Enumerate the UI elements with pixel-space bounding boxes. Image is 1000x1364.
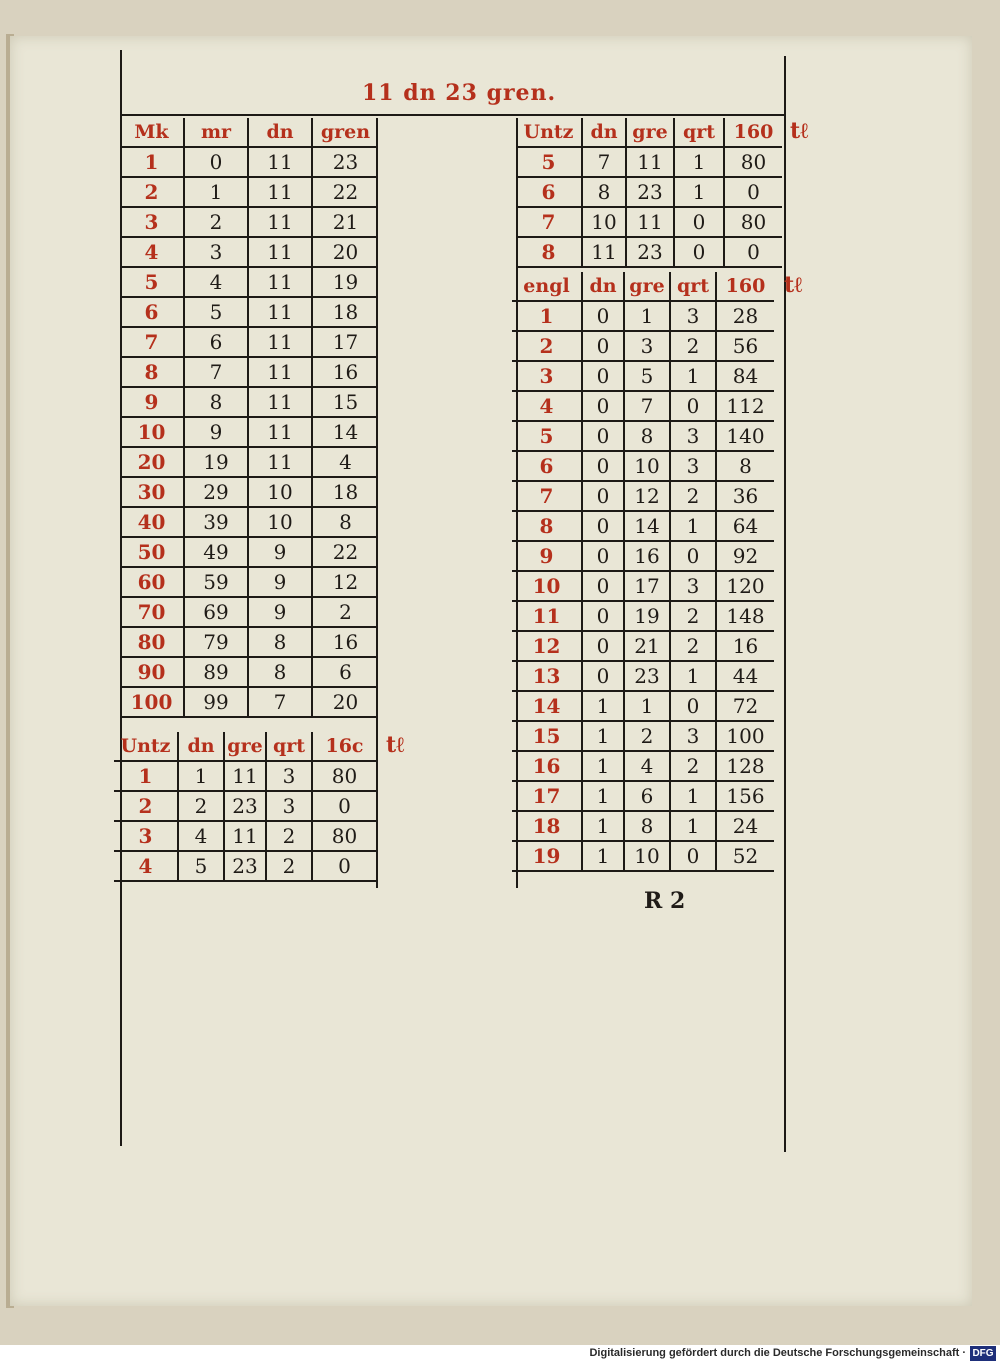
row-label-cell: 16 bbox=[512, 751, 582, 781]
value-cell: 11 bbox=[248, 267, 312, 297]
value-cell: 11 bbox=[248, 177, 312, 207]
row-label-cell: 4 bbox=[114, 851, 178, 881]
column-header: gre bbox=[224, 732, 266, 761]
table-row bbox=[120, 357, 378, 387]
value-cell: 11 bbox=[248, 207, 312, 237]
value-cell: 2 bbox=[312, 597, 378, 627]
right-frame-rule bbox=[784, 56, 786, 1152]
table-header-row bbox=[516, 118, 782, 147]
value-cell: 69 bbox=[184, 597, 248, 627]
value-cell: 0 bbox=[670, 541, 716, 571]
value-cell: 14 bbox=[312, 417, 378, 447]
table-row bbox=[516, 237, 782, 267]
value-cell: 1 bbox=[582, 691, 624, 721]
value-cell: 1 bbox=[582, 841, 624, 871]
value-cell: 128 bbox=[716, 751, 774, 781]
value-cell: 3 bbox=[184, 237, 248, 267]
value-cell: 3 bbox=[266, 791, 312, 821]
value-cell: 1 bbox=[670, 511, 716, 541]
value-cell: 7 bbox=[582, 147, 626, 177]
value-cell: 11 bbox=[626, 147, 674, 177]
value-cell: 49 bbox=[184, 537, 248, 567]
table-row bbox=[512, 421, 774, 451]
value-cell: 0 bbox=[582, 571, 624, 601]
value-cell: 11 bbox=[582, 237, 626, 267]
value-cell: 11 bbox=[224, 821, 266, 851]
table-row bbox=[120, 657, 378, 687]
value-cell: 19 bbox=[312, 267, 378, 297]
value-cell: 1 bbox=[582, 781, 624, 811]
value-cell: 0 bbox=[670, 691, 716, 721]
value-cell: 0 bbox=[184, 147, 248, 177]
value-cell: 79 bbox=[184, 627, 248, 657]
row-label-cell: 8 bbox=[512, 511, 582, 541]
value-cell: 4 bbox=[184, 267, 248, 297]
row-label-cell: 10 bbox=[120, 417, 184, 447]
value-cell: 23 bbox=[626, 177, 674, 207]
table-row bbox=[512, 301, 774, 331]
value-cell: 0 bbox=[674, 207, 724, 237]
value-cell: 80 bbox=[312, 821, 376, 851]
column-header: dn bbox=[582, 118, 626, 147]
value-cell: 14 bbox=[624, 511, 670, 541]
value-cell: 8 bbox=[248, 627, 312, 657]
row-label-cell: 80 bbox=[120, 627, 184, 657]
value-cell: 6 bbox=[624, 781, 670, 811]
row-label-cell: 40 bbox=[120, 507, 184, 537]
value-cell: 6 bbox=[184, 327, 248, 357]
value-cell: 0 bbox=[582, 391, 624, 421]
column-header: dn bbox=[582, 272, 624, 301]
value-cell: 2 bbox=[670, 481, 716, 511]
table-row bbox=[120, 237, 378, 267]
row-label-cell: 7 bbox=[120, 327, 184, 357]
table-row bbox=[512, 811, 774, 841]
value-cell: 11 bbox=[224, 761, 266, 791]
row-label-cell: 6 bbox=[516, 177, 582, 207]
table-row bbox=[512, 721, 774, 751]
value-cell: 12 bbox=[312, 567, 378, 597]
value-cell: 2 bbox=[670, 601, 716, 631]
value-cell: 0 bbox=[582, 301, 624, 331]
value-cell: 52 bbox=[716, 841, 774, 871]
table-row bbox=[114, 761, 376, 791]
value-cell: 5 bbox=[184, 297, 248, 327]
value-cell: 11 bbox=[248, 147, 312, 177]
table-row bbox=[114, 821, 376, 851]
value-cell: 2 bbox=[670, 751, 716, 781]
value-cell: 80 bbox=[312, 761, 376, 791]
value-cell: 1 bbox=[184, 177, 248, 207]
value-cell: 23 bbox=[312, 147, 378, 177]
value-cell: 9 bbox=[248, 567, 312, 597]
value-cell: 99 bbox=[184, 687, 248, 717]
table-row bbox=[512, 391, 774, 421]
value-cell: 140 bbox=[716, 421, 774, 451]
row-label-cell: 60 bbox=[120, 567, 184, 597]
table-row bbox=[512, 511, 774, 541]
value-cell: 0 bbox=[582, 481, 624, 511]
row-label-cell: 10 bbox=[512, 571, 582, 601]
value-cell: 20 bbox=[312, 687, 378, 717]
row-label-cell: 1 bbox=[114, 761, 178, 791]
row-label-cell: 90 bbox=[120, 657, 184, 687]
value-cell: 4 bbox=[312, 447, 378, 477]
table-row bbox=[114, 851, 376, 881]
value-cell: 8 bbox=[624, 421, 670, 451]
table-row bbox=[512, 331, 774, 361]
table-row bbox=[120, 267, 378, 297]
value-cell: 1 bbox=[670, 811, 716, 841]
value-cell: 9 bbox=[248, 597, 312, 627]
value-cell: 56 bbox=[716, 331, 774, 361]
value-cell: 84 bbox=[716, 361, 774, 391]
signature-mark: R 2 bbox=[644, 888, 686, 914]
table-row bbox=[512, 571, 774, 601]
value-cell: 29 bbox=[184, 477, 248, 507]
row-label-cell: 2 bbox=[120, 177, 184, 207]
table-row bbox=[512, 841, 774, 871]
value-cell: 23 bbox=[224, 851, 266, 881]
row-label-cell: 12 bbox=[512, 631, 582, 661]
row-label-cell: 100 bbox=[120, 687, 184, 717]
value-cell: 64 bbox=[716, 511, 774, 541]
value-cell: 23 bbox=[626, 237, 674, 267]
value-cell: 2 bbox=[670, 631, 716, 661]
row-label-cell: 5 bbox=[516, 147, 582, 177]
table-row bbox=[512, 481, 774, 511]
value-cell: 11 bbox=[248, 447, 312, 477]
side-mark-engl: tℓ bbox=[784, 272, 803, 298]
running-head: 11 dn 23 gren. bbox=[362, 80, 557, 106]
value-cell: 19 bbox=[624, 601, 670, 631]
value-cell: 3 bbox=[670, 721, 716, 751]
value-cell: 0 bbox=[312, 851, 376, 881]
value-cell: 100 bbox=[716, 721, 774, 751]
table-row bbox=[120, 507, 378, 537]
column-header: qrt bbox=[674, 118, 724, 147]
table-row bbox=[120, 687, 378, 717]
value-cell: 11 bbox=[248, 357, 312, 387]
value-cell: 3 bbox=[266, 761, 312, 791]
value-cell: 3 bbox=[670, 301, 716, 331]
value-cell: 1 bbox=[674, 177, 724, 207]
column-header: gren bbox=[312, 118, 378, 147]
row-label-cell: 13 bbox=[512, 661, 582, 691]
value-cell: 8 bbox=[624, 811, 670, 841]
table-row bbox=[120, 327, 378, 357]
row-label-cell: 70 bbox=[120, 597, 184, 627]
value-cell: 1 bbox=[670, 361, 716, 391]
table-row bbox=[120, 567, 378, 597]
value-cell: 16 bbox=[312, 627, 378, 657]
row-label-cell: 9 bbox=[120, 387, 184, 417]
column-header: qrt bbox=[266, 732, 312, 761]
value-cell: 0 bbox=[582, 331, 624, 361]
digitization-credit: Digitalisierung gefördert durch die Deutsche Forschungsgemeinschaft · bbox=[589, 1347, 966, 1359]
table-row bbox=[512, 451, 774, 481]
value-cell: 2 bbox=[266, 821, 312, 851]
value-cell: 23 bbox=[624, 661, 670, 691]
column-header: dn bbox=[248, 118, 312, 147]
value-cell: 18 bbox=[312, 297, 378, 327]
value-cell: 92 bbox=[716, 541, 774, 571]
value-cell: 0 bbox=[670, 391, 716, 421]
value-cell: 10 bbox=[248, 477, 312, 507]
table-row bbox=[512, 541, 774, 571]
value-cell: 80 bbox=[724, 147, 782, 177]
value-cell: 17 bbox=[312, 327, 378, 357]
value-cell: 44 bbox=[716, 661, 774, 691]
row-label-cell: 17 bbox=[512, 781, 582, 811]
column-header: 16c bbox=[312, 732, 376, 761]
row-label-cell: 2 bbox=[114, 791, 178, 821]
value-cell: 16 bbox=[312, 357, 378, 387]
value-cell: 1 bbox=[670, 661, 716, 691]
value-cell: 2 bbox=[670, 331, 716, 361]
value-cell: 28 bbox=[716, 301, 774, 331]
value-cell: 120 bbox=[716, 571, 774, 601]
value-cell: 16 bbox=[716, 631, 774, 661]
value-cell: 11 bbox=[248, 297, 312, 327]
value-cell: 7 bbox=[184, 357, 248, 387]
value-cell: 10 bbox=[248, 507, 312, 537]
value-cell: 23 bbox=[224, 791, 266, 821]
value-cell: 1 bbox=[178, 761, 224, 791]
value-cell: 3 bbox=[670, 571, 716, 601]
value-cell: 0 bbox=[582, 361, 624, 391]
row-label-cell: 3 bbox=[512, 361, 582, 391]
value-cell: 1 bbox=[674, 147, 724, 177]
value-cell: 24 bbox=[716, 811, 774, 841]
row-label-cell: 20 bbox=[120, 447, 184, 477]
untz-table-first bbox=[114, 732, 376, 882]
mark-table-body bbox=[120, 118, 378, 717]
column-header: qrt bbox=[670, 272, 716, 301]
value-cell: 148 bbox=[716, 601, 774, 631]
row-label-cell: 9 bbox=[512, 541, 582, 571]
row-label-cell: 11 bbox=[512, 601, 582, 631]
value-cell: 156 bbox=[716, 781, 774, 811]
table-row bbox=[512, 631, 774, 661]
value-cell: 10 bbox=[582, 207, 626, 237]
table-row bbox=[120, 297, 378, 327]
value-cell: 0 bbox=[582, 511, 624, 541]
side-mark-untz-b: tℓ bbox=[790, 118, 809, 144]
value-cell: 9 bbox=[248, 537, 312, 567]
value-cell: 0 bbox=[674, 237, 724, 267]
head-rule bbox=[122, 114, 784, 116]
value-cell: 0 bbox=[582, 541, 624, 571]
value-cell: 80 bbox=[724, 207, 782, 237]
value-cell: 0 bbox=[670, 841, 716, 871]
column-header: Untz bbox=[516, 118, 582, 147]
value-cell: 22 bbox=[312, 537, 378, 567]
row-label-cell: 8 bbox=[120, 357, 184, 387]
row-label-cell: 7 bbox=[512, 481, 582, 511]
value-cell: 5 bbox=[624, 361, 670, 391]
column-header: Untz bbox=[114, 732, 178, 761]
row-label-cell: 4 bbox=[120, 237, 184, 267]
value-cell: 1 bbox=[670, 781, 716, 811]
value-cell: 8 bbox=[582, 177, 626, 207]
value-cell: 1 bbox=[624, 301, 670, 331]
table-row bbox=[512, 661, 774, 691]
side-mark-untz-a: tℓ bbox=[386, 732, 405, 758]
row-label-cell: 1 bbox=[120, 147, 184, 177]
engl-conversion-table bbox=[512, 272, 774, 872]
untz-a-table-body bbox=[114, 732, 376, 881]
value-cell: 11 bbox=[626, 207, 674, 237]
value-cell: 10 bbox=[624, 451, 670, 481]
value-cell: 7 bbox=[248, 687, 312, 717]
table-row bbox=[512, 601, 774, 631]
table-row bbox=[120, 537, 378, 567]
untz-b-table-body bbox=[516, 118, 782, 267]
value-cell: 0 bbox=[582, 661, 624, 691]
row-label-cell: 3 bbox=[120, 207, 184, 237]
value-cell: 10 bbox=[624, 841, 670, 871]
value-cell: 16 bbox=[624, 541, 670, 571]
column-header: 160 bbox=[724, 118, 782, 147]
column-header: 160 bbox=[716, 272, 774, 301]
value-cell: 6 bbox=[312, 657, 378, 687]
value-cell: 19 bbox=[184, 447, 248, 477]
value-cell: 8 bbox=[312, 507, 378, 537]
value-cell: 4 bbox=[624, 751, 670, 781]
value-cell: 1 bbox=[582, 721, 624, 751]
mark-conversion-table bbox=[120, 118, 378, 718]
table-header-row bbox=[120, 118, 378, 147]
value-cell: 3 bbox=[670, 421, 716, 451]
column-header: gre bbox=[624, 272, 670, 301]
value-cell: 0 bbox=[582, 631, 624, 661]
table-row bbox=[114, 791, 376, 821]
value-cell: 112 bbox=[716, 391, 774, 421]
value-cell: 17 bbox=[624, 571, 670, 601]
row-label-cell: 30 bbox=[120, 477, 184, 507]
table-row bbox=[516, 177, 782, 207]
value-cell: 72 bbox=[716, 691, 774, 721]
value-cell: 1 bbox=[582, 811, 624, 841]
value-cell: 21 bbox=[312, 207, 378, 237]
value-cell: 11 bbox=[248, 387, 312, 417]
value-cell: 11 bbox=[248, 327, 312, 357]
value-cell: 0 bbox=[724, 177, 782, 207]
value-cell: 9 bbox=[184, 417, 248, 447]
column-header: dn bbox=[178, 732, 224, 761]
value-cell: 8 bbox=[248, 657, 312, 687]
row-label-cell: 6 bbox=[512, 451, 582, 481]
row-label-cell: 19 bbox=[512, 841, 582, 871]
row-label-cell: 15 bbox=[512, 721, 582, 751]
value-cell: 7 bbox=[624, 391, 670, 421]
column-header: mr bbox=[184, 118, 248, 147]
row-label-cell: 14 bbox=[512, 691, 582, 721]
value-cell: 20 bbox=[312, 237, 378, 267]
untz-table-second bbox=[516, 118, 782, 268]
row-label-cell: 5 bbox=[512, 421, 582, 451]
value-cell: 89 bbox=[184, 657, 248, 687]
value-cell: 11 bbox=[248, 237, 312, 267]
value-cell: 0 bbox=[582, 421, 624, 451]
value-cell: 8 bbox=[184, 387, 248, 417]
row-label-cell: 2 bbox=[512, 331, 582, 361]
value-cell: 1 bbox=[582, 751, 624, 781]
value-cell: 0 bbox=[312, 791, 376, 821]
row-label-cell: 50 bbox=[120, 537, 184, 567]
value-cell: 3 bbox=[670, 451, 716, 481]
value-cell: 2 bbox=[266, 851, 312, 881]
table-row bbox=[120, 447, 378, 477]
table-header-row bbox=[512, 272, 774, 301]
table-row bbox=[120, 147, 378, 177]
table-row bbox=[516, 207, 782, 237]
value-cell: 2 bbox=[178, 791, 224, 821]
table-row bbox=[512, 691, 774, 721]
table-row bbox=[512, 751, 774, 781]
table-row bbox=[120, 477, 378, 507]
value-cell: 2 bbox=[624, 721, 670, 751]
row-label-cell: 1 bbox=[512, 301, 582, 331]
row-label-cell: 5 bbox=[120, 267, 184, 297]
table-row bbox=[120, 627, 378, 657]
value-cell: 5 bbox=[178, 851, 224, 881]
value-cell: 8 bbox=[716, 451, 774, 481]
value-cell: 36 bbox=[716, 481, 774, 511]
value-cell: 59 bbox=[184, 567, 248, 597]
column-header: Mk bbox=[120, 118, 184, 147]
table-row bbox=[120, 417, 378, 447]
row-label-cell: 4 bbox=[512, 391, 582, 421]
table-row bbox=[512, 361, 774, 391]
column-header: gre bbox=[626, 118, 674, 147]
table-row bbox=[516, 147, 782, 177]
value-cell: 0 bbox=[724, 237, 782, 267]
table-row bbox=[120, 597, 378, 627]
table-row bbox=[120, 177, 378, 207]
value-cell: 11 bbox=[248, 417, 312, 447]
value-cell: 0 bbox=[582, 451, 624, 481]
value-cell: 1 bbox=[624, 691, 670, 721]
value-cell: 22 bbox=[312, 177, 378, 207]
table-row bbox=[120, 207, 378, 237]
value-cell: 4 bbox=[178, 821, 224, 851]
value-cell: 3 bbox=[624, 331, 670, 361]
row-label-cell: 6 bbox=[120, 297, 184, 327]
value-cell: 2 bbox=[184, 207, 248, 237]
row-label-cell: 7 bbox=[516, 207, 582, 237]
table-header-row bbox=[114, 732, 376, 761]
table-row bbox=[512, 781, 774, 811]
value-cell: 0 bbox=[582, 601, 624, 631]
row-label-cell: 8 bbox=[516, 237, 582, 267]
value-cell: 39 bbox=[184, 507, 248, 537]
row-label-cell: 3 bbox=[114, 821, 178, 851]
value-cell: 18 bbox=[312, 477, 378, 507]
table-row bbox=[120, 387, 378, 417]
value-cell: 15 bbox=[312, 387, 378, 417]
value-cell: 12 bbox=[624, 481, 670, 511]
column-header: engl bbox=[512, 272, 582, 301]
row-label-cell: 18 bbox=[512, 811, 582, 841]
engl-table-body bbox=[512, 272, 774, 871]
value-cell: 21 bbox=[624, 631, 670, 661]
dfg-logo: DFG bbox=[970, 1346, 996, 1361]
